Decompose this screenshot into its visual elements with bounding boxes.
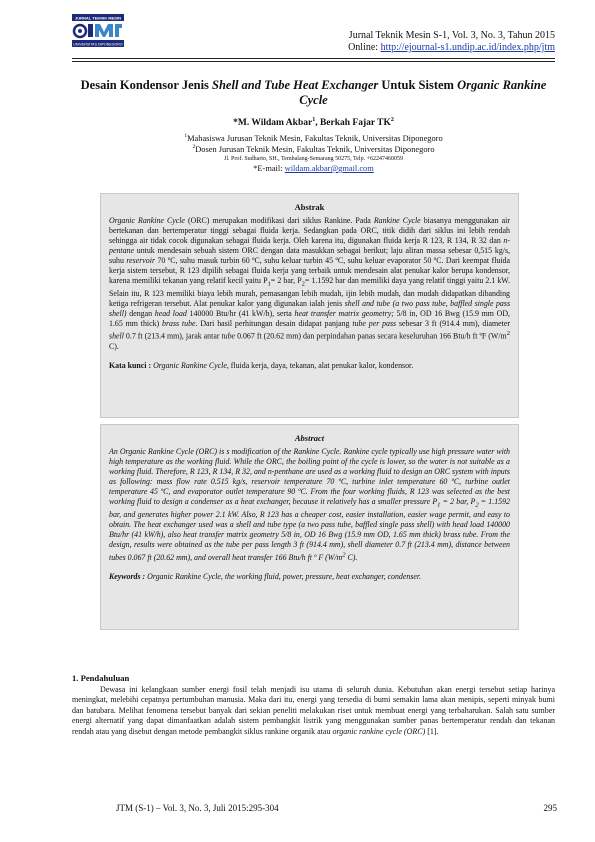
logo-text-bottom: UNIVERSITAS DIPONEGORO	[73, 42, 123, 47]
abstrak-box	[100, 193, 519, 418]
email-line: *E-mail: wildam.akbar@gmail.com	[253, 164, 374, 173]
affiliation-2: $^2$Dosen Jurusan Teknik Mesin, Fakultas Teknik, Universitas Diponegoro	[192, 144, 435, 154]
abstract-keywords: Keywords : Organic Rankine Cycle, the working fluid, power, pressure, heat exchanger, condenser.	[109, 571, 422, 581]
paper-title: Desain Kondensor Jenis Shell and Tube Heat Exchanger Untuk Sistem Organic Rankine Cycle	[80, 78, 547, 107]
page-number: 295	[543, 803, 557, 813]
abstract-text: An Organic Rankine Cycle (ORC) is s modification of the Rankine Cycle. Rankine cycle typically use high pressure water with high temperature as the working fluid. While the ORC, the boiling point of the cycle is lower, so the water is not suitable as a working fluid. Therefore, R 123, R 134, R 32, and n-penthane are used as a working fluid to design an ORC system with inputs as following: mass flow rate 0.515 kg/s, reservoir temperature 70 ºC, turbine inlet temperature 60 ºC, turbine outlet temperature 45 ºC, and evaporator outlet temperature 90 ºC. From the four working fluids, R 123 was selected as the best working fluid to design a condenser as a heat exchanger, because it relatively has a smaller pressure $P_1 = 2$ bar, $P_2 = 1.1592$ bar, and generates higher power 2.1 kW. Also, R 123 has a cheaper cost, easier installation, easier wage permit, and easy to obtain. The heat exchanger used was a shell and tube type (a two pass tube, baffled single pass shell) with head load 140000 Btu/hr (41 kW/h), also heat transfer matrix geometry 5/8 in, OD 16 Bwg (15.9 mm OD, 1.65 mm thick) brass tube. From the design, results were obtained as the tube per pass length 3 ft (914.4 mm), shell diameter 0.7 ft (213.4 mm), distance between tubes 0.067 ft (20.62 mm), and overall heat transfer 166 Btu/h ft º F ($W/m^2$ C).	[109, 447, 510, 562]
online-line	[348, 42, 555, 54]
journal-header	[348, 30, 555, 54]
online-label: Online:	[348, 42, 381, 53]
affiliation-address: Jl. Prof. Sudharto, SH., Tembalang-Semarang 50275, Telp. +62247460059	[224, 156, 403, 162]
abstract-heading: Abstract	[294, 433, 325, 443]
header-rule-bottom	[72, 61, 555, 62]
abstrak-text: Organic Rankine Cycle (ORC) merupakan modifikasi dari siklus Rankine. Pada Rankine Cycle biasanya menggunakan air bertekanan dan bertemperatur tinggi sebagai fluida kerja. Sedangkan pada ORC, titik didih dari siklus ini lebih rendah sehingga air tidak cocok digunakan sebagai fluida kerja. Oleh karena itu, digunakan fluida kerja R 123, R 134, R 32 dan n-pentane untuk mendesain sebuah sistem ORC dengan data masukkan sebagai berikut; laju aliran massa sebesar 0,515 kg/s, suhu reservoir 70 ºC, suhu masuk turbin 60 ºC, suhu keluar turbin 45 ºC, suhu keluar evaporator 50 ºC. Dari keempat fluida kerja sistem tersebut, R 123 dipilih sebagai fluida kerja yang terbaik untuk mendesain alat penukar kalor berupa kondensor, karena memiliki tekanan yang relatif kecil yaitu $P_1= 2$ bar, $P_2= 1.1592$ bar dan memiliki daya yang relatif tinggi yaitu 2.1 kW. Selain itu, R 123 memiliki biaya lebih murah, pemasangan lebih mudah, ijin lebih mudah, dan mudah didapatkan dibanding ketiga refrigeran tersebut. Alat penukar kalor yang digunakan ialah jenis shell and tube (a two pass tube, baffled single pass shell) dengan head load 140000 Btu/hr (41 kW/h), serta heat transfer matrix geometry; 5/8 in, OD 16 Bwg (15.9 mm OD, 1.65 mm thick) brass tube. Dari hasil perhitungan desain didapat panjang tube per pass sebesar 3 ft (914.4 mm), diameter shell 0.7 ft (213.4 mm), jarak antar tube 0.067 ft (20.62 mm) dan perpindahan panas secara keseluruhan 166 Btu/h ft ºF ($W/m^2$ C).	[109, 216, 511, 351]
abstrak-heading: Abstrak	[294, 202, 325, 212]
journal-logo	[72, 14, 124, 48]
logo-text-top: JURNAL TEKNIK MESIN	[75, 15, 121, 21]
journal-url-link[interactable]: http://ejournal-s1.undip.ac.id/index.php/jtm	[380, 42, 555, 53]
abstract-box	[100, 424, 519, 630]
affiliation-1: $^1$Mahasiswa Jurusan Teknik Mesin, Fakultas Teknik, Universitas Diponegoro	[184, 133, 443, 143]
author-list: *M. Wildam Akbar$^1$, Berkah Fajar $TK^2$	[233, 117, 394, 129]
section-title: 1. Pendahuluan	[72, 673, 130, 683]
header-rule-top	[72, 58, 555, 59]
abstrak-keywords: Kata kunci : Organic Rankine Cycle, fluida kerja, daya, tekanan, alat penukar kalor, kondensor.	[109, 360, 414, 370]
journal-name: Jurnal Teknik Mesin S-1, Vol. 3, No. 3, Tahun 2015	[348, 30, 555, 41]
footer-citation: JTM (S-1) – Vol. 3, No. 3, Juli 2015:295-304	[116, 803, 279, 813]
section-body: Dewasa ini kelangkaan sumber energi fosil telah menjadi isu utama di seluruh dunia. Kebutuhan akan energi tersebut setiap harinya meningkat, melebihi cepatnya pertumbuhan manusia. Maka dari itu, energi yang tersedia di bumi semakin lama akan menipis, seperti minyak bumi dan batubara. Melihat fenomena tersebut banyak dari sekian peneliti melakukan riset untuk membuat energi yang terbaharukan. Salah satu sumber energi alternatif yang dapat dimanfaatkan adalah sistem pembangkit listrik yang menggunakan sumber panas bertemperatur rendah dan tekanan rendah atau yang disebut dengan metode pembangkit siklus rankine organik atau organic rankine cycle (ORC) [1].	[72, 685, 555, 736]
email-link[interactable]: wildam.akbar@gmail.com	[284, 164, 374, 173]
